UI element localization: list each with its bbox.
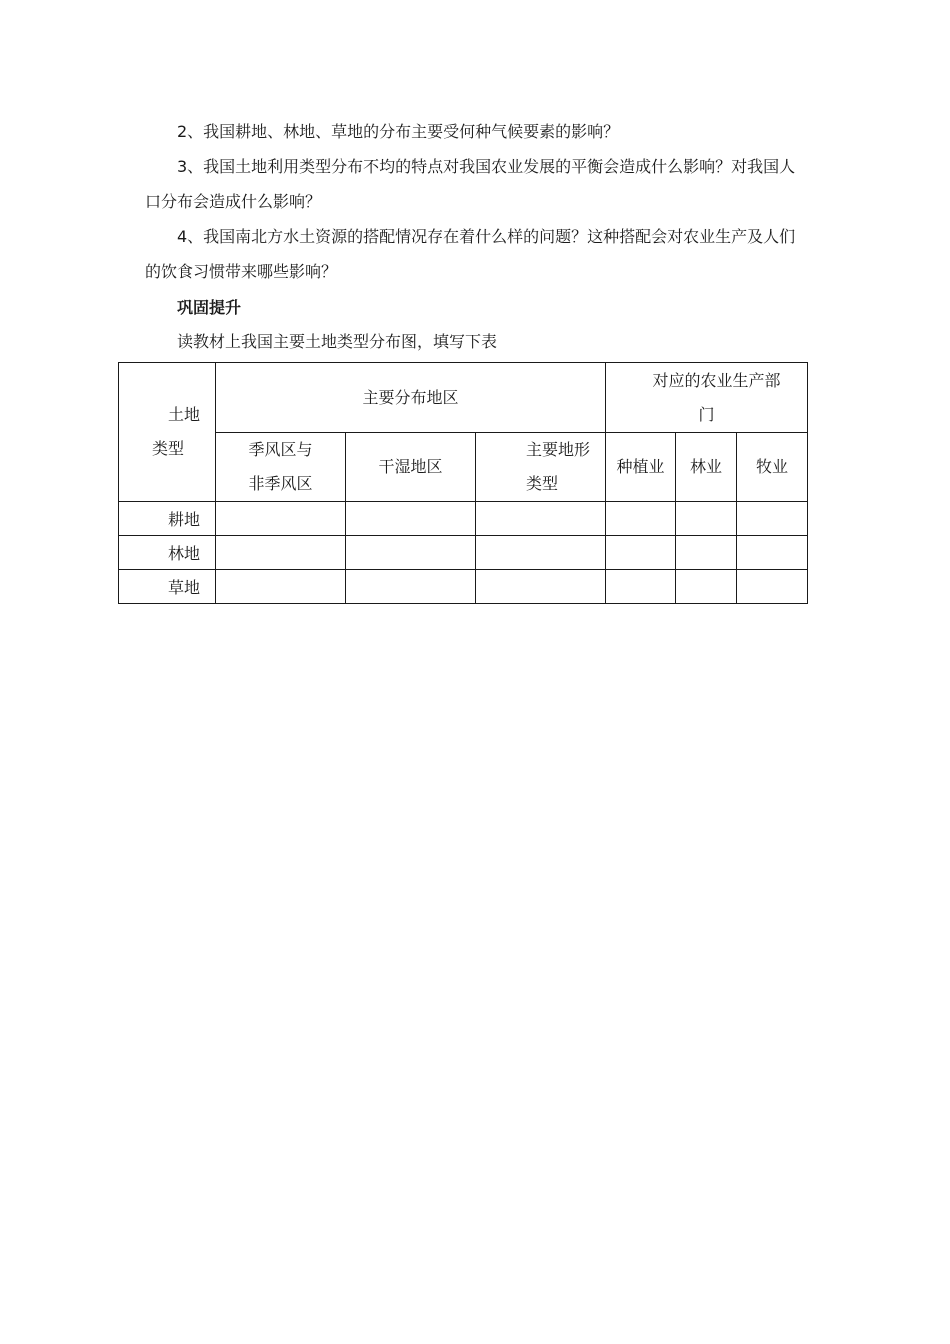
header-dry-wet <box>346 433 476 502</box>
table-row <box>119 502 808 536</box>
row-label-cropland: 耕地 <box>119 502 216 536</box>
blank-cell[interactable] <box>476 536 606 570</box>
blank-cell[interactable] <box>346 502 476 536</box>
header-pasture <box>737 433 808 502</box>
header-terrain-line2: 类型 <box>526 474 559 493</box>
question-4: 4、我国南北方水土资源的搭配情况存在着什么样的问题？这种搭配会对农业生产及人们的饮食习惯带来哪些影响？ <box>145 227 796 281</box>
table-header-row-1 <box>119 363 808 433</box>
header-terrain-line1: 主要地形 <box>526 440 591 459</box>
blank-cell[interactable] <box>606 536 676 570</box>
header-pasture-label: 牧业 <box>756 457 789 476</box>
header-monsoon <box>216 433 346 502</box>
blank-cell[interactable] <box>737 570 808 604</box>
question-3: 3、我国土地利用类型分布不均的特点对我国农业发展的平衡会造成什么影响？对我国人口分布会造成什么影响？ <box>145 157 796 211</box>
header-agri-dept-line2: 门 <box>698 404 715 424</box>
header-agri-dept <box>606 363 808 433</box>
header-land-type-line1: 土地 <box>168 405 201 424</box>
blank-cell[interactable] <box>676 502 737 536</box>
header-forestry-label: 林业 <box>690 457 723 476</box>
blank-cell[interactable] <box>606 502 676 536</box>
header-dry-wet-label: 干湿地区 <box>378 457 443 476</box>
header-terrain <box>476 433 606 502</box>
blank-cell[interactable] <box>216 570 346 604</box>
land-type-table <box>118 362 808 604</box>
header-planting <box>606 433 676 502</box>
header-monsoon-line2: 非季风区 <box>248 474 313 493</box>
row-label-grassland: 草地 <box>119 570 216 604</box>
blank-cell[interactable] <box>676 570 737 604</box>
table-row <box>119 536 808 570</box>
blank-cell[interactable] <box>476 502 606 536</box>
header-forestry <box>676 433 737 502</box>
header-main-region <box>216 363 606 433</box>
header-land-type <box>119 363 216 502</box>
table-row <box>119 570 808 604</box>
row-label-forest: 林地 <box>119 536 216 570</box>
blank-cell[interactable] <box>737 502 808 536</box>
blank-cell[interactable] <box>346 570 476 604</box>
header-land-type-line2: 类型 <box>152 439 185 458</box>
blank-cell[interactable] <box>476 570 606 604</box>
blank-cell[interactable] <box>606 570 676 604</box>
blank-cell[interactable] <box>216 502 346 536</box>
blank-cell[interactable] <box>737 536 808 570</box>
section-heading: 巩固提升 <box>177 298 242 317</box>
table-header-row-2 <box>119 433 808 502</box>
header-agri-dept-line1: 对应的农业生产部 <box>652 370 781 390</box>
header-main-region-label: 主要分布地区 <box>362 387 459 407</box>
section-intro: 读教材上我国主要土地类型分布图，填写下表 <box>177 332 498 351</box>
question-2: 2、我国耕地、林地、草地的分布主要受何种气候要素的影响？ <box>177 122 620 141</box>
blank-cell[interactable] <box>346 536 476 570</box>
header-planting-label: 种植业 <box>616 457 665 476</box>
blank-cell[interactable] <box>216 536 346 570</box>
header-monsoon-line1: 季风区与 <box>248 440 313 459</box>
blank-cell[interactable] <box>676 536 737 570</box>
